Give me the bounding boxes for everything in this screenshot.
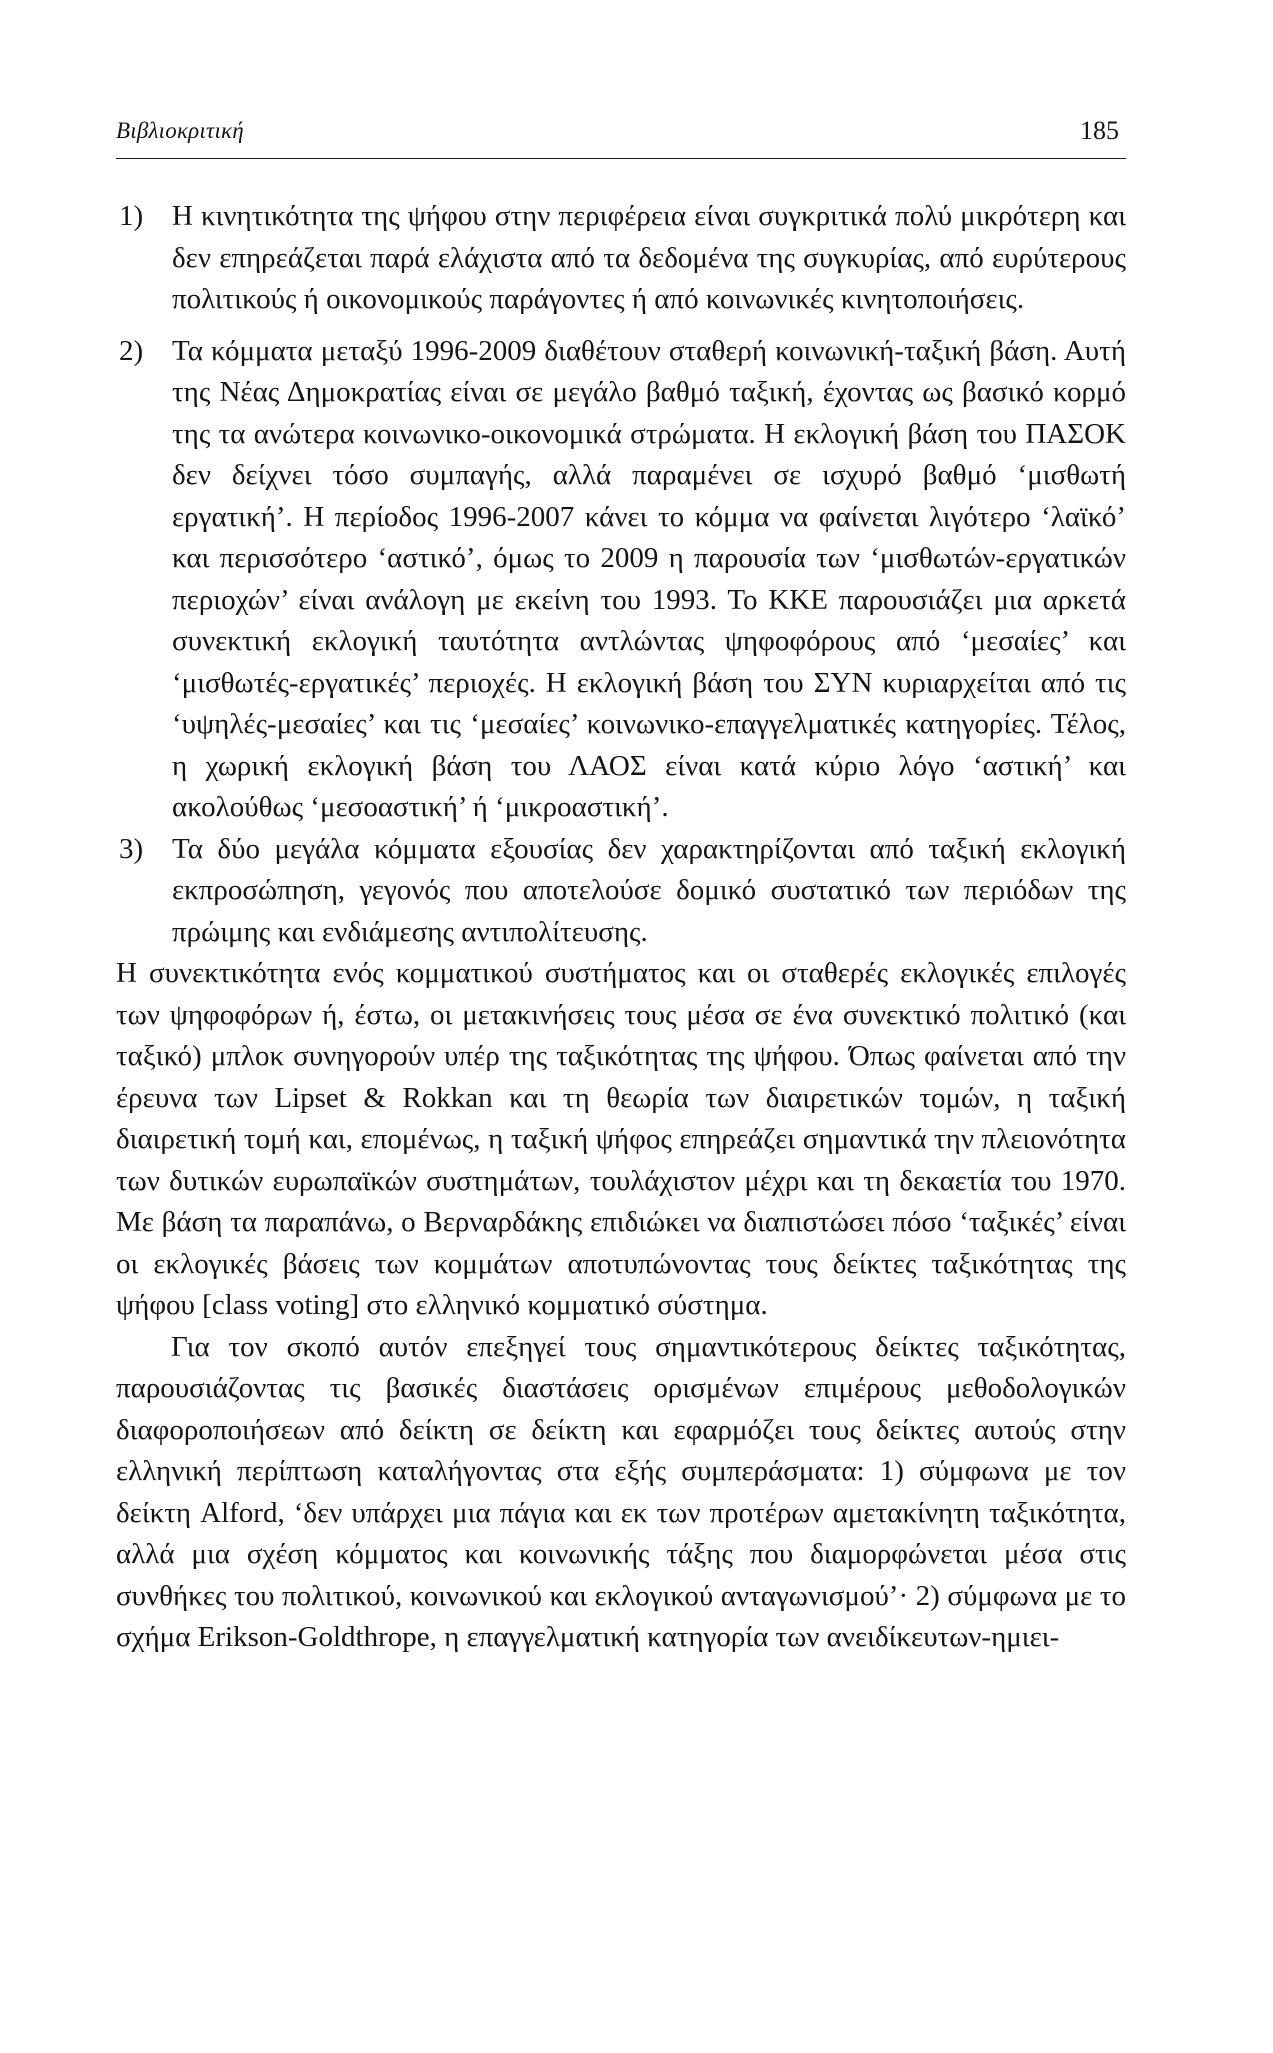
item-text: Η κινητικότητα της ψήφου στην περιφέρεια είναι συγκριτικά πολύ μικρότερη και δεν επηρεάζεται παρά ελάχιστα από τα δεδομένα της συγκυρίας, από ευρύτερους πολιτικούς ή οικονομικούς παράγοντες ή από κοινωνικές κινητοποιήσεις. xyxy=(172,200,1126,315)
item-text: Τα κόμματα μεταξύ 1996-2009 διαθέτουν σταθερή κοινωνική-ταξική βάση. Αυτή της Νέας Δημοκρατίας είναι σε μεγάλο βαθμό ταξική, έχοντας ως βασικό κορμό της τα ανώτερα κοινωνικο-οικονομικά στρώματα. Η εκλογική βάση του ΠΑΣΟΚ δεν δείχνει τόσο συμπαγής, αλλά παραμένει σε ισχυρό βαθμό ‘μισθωτή εργατική’. Η περίοδος 1996-2007 κάνει το κόμμα να φαίνεται λιγότερο ‘λαϊκό’ και περισσότερο ‘αστικό’, όμως το 2009 η παρουσία των ‘μισθωτών-εργατικών περιοχών’ είναι ανάλογη με εκείνη του 1993. Το ΚΚΕ παρουσιάζει μια αρκετά συνεκτική εκλογική ταυτότητα αντλώντας ψηφοφόρους από ‘μεσαίες’ και ‘μισθωτές-εργατικές’ περιοχές. Η εκλογική βάση του ΣΥΝ κυριαρχείται από τις ‘υψηλές-μεσαίες’ και τις ‘μεσαίες’ κοινωνικο-επαγγελματικές κατηγορίες. Τέλος, η χωρική εκλογική βάση του ΛΑΟΣ είναι κατά κύριο λόγο ‘αστική’ και ακολούθως ‘μεσοαστική’ ή ‘μικροαστική’. xyxy=(172,334,1126,823)
numbered-item-3 xyxy=(116,829,1126,954)
item-number: 1) xyxy=(119,200,144,232)
body-text xyxy=(116,196,1126,1659)
paragraph-2: Για τον σκοπό αυτόν επεξηγεί τους σημαντικότερους δείκτες ταξικότητας, παρουσιάζοντας τις βασικές διαστάσεις ορισμένων επιμέρους μεθοδολογικών διαφοροποιήσεων από δείκτη σε δείκτη και εφαρμόζει τους δείκτες αυτούς στην ελληνική περίπτωση καταλήγοντας στα εξής συμπεράσματα: 1) σύμφωνα με τον δείκτη Alford, ‘δεν υπάρχει μια πάγια και εκ των προτέρων αμετακίνητη ταξικότητα, αλλά μια σχέση κόμματος και κοινωνικής τάξης που διαμορφώνεται μέσα στις συνθήκες του πολιτικού, κοινωνικού και εκλογικού ανταγωνισμού’· 2) σύμφωνα με το σχήμα Erikson-Goldthrope, η επαγγελματική κατηγορία των ανειδίκευτων-ημιει- xyxy=(116,1330,1126,1653)
numbered-item-2 xyxy=(116,331,1126,829)
numbered-item-1 xyxy=(116,196,1126,321)
paragraph-1: Η συνεκτικότητα ενός κομματικού συστήματος και οι σταθερές εκλογικές επιλογές των ψηφοφόρων ή, έστω, οι μετακινήσεις τους μέσα σε ένα συνεκτικό πολιτικό (και ταξικό) μπλοκ συνηγορούν υπέρ της ταξικότητας της ψήφου. Όπως φαίνεται από την έρευνα των Lipset & Rokkan και τη θεωρία των διαιρετικών τομών, η ταξική διαιρετική τομή και, επομένως, η ταξική ψήφος επηρεάζει σημαντικά την πλειονότητα των δυτικών ευρωπαϊκών συστημάτων, τουλάχιστον μέχρι και τη δεκαετία του 1970. Με βάση τα παραπάνω, ο Βερναρδάκης επιδιώκει να διαπιστώσει πόσο ‘ταξικές’ είναι οι εκλογικές βάσεις των κομμάτων αποτυπώνοντας τους δείκτες ταξικότητας της ψήφου [class voting] στο ελληνικό κομματικό σύστημα. xyxy=(116,957,1126,1321)
header-rule xyxy=(116,158,1126,159)
page-number: 185 xyxy=(1080,116,1119,145)
running-title: Βιβλιοκριτική xyxy=(116,118,244,143)
item-text: Τα δύο μεγάλα κόμματα εξουσίας δεν χαρακτηρίζονται από ταξική εκλογική εκπροσώπηση, γεγονός που αποτελούσε δομικό συστατικό των περιόδων της πρώιμης και ενδιάμεσης αντιπολίτευσης. xyxy=(172,832,1126,948)
item-number: 3) xyxy=(119,832,144,865)
item-number: 2) xyxy=(119,334,144,367)
